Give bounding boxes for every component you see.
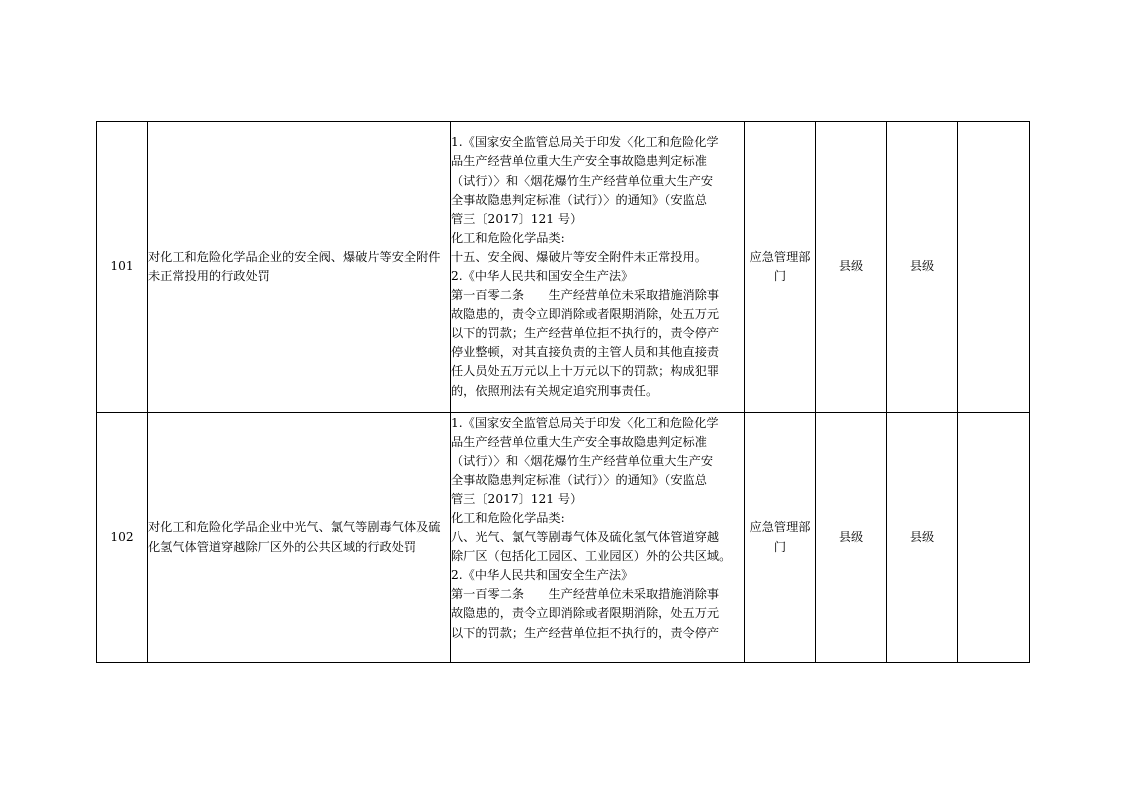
enforcement-level: 县级 — [887, 122, 958, 413]
enforcement-level: 县级 — [887, 413, 958, 663]
basis-line: 管三〔2017〕121 号） — [451, 211, 583, 226]
basis-line: 化工和危险化学品类: — [451, 510, 565, 525]
table-row — [97, 122, 1030, 413]
basis-line: 第一百零二条 生产经营单位未采取措施消除事 — [451, 587, 720, 602]
enforcement-level: 县级 — [816, 122, 887, 413]
remark — [958, 413, 1030, 663]
penalty-item: 对化工和危险化学品企业的安全阀、爆破片等安全附件未正常投用的行政处罚 — [148, 122, 451, 413]
basis-line: 品生产经营单位重大生产安全事故隐患判定标准 — [451, 434, 707, 449]
legal-basis — [451, 413, 745, 663]
basis-line: 2.《中华人民共和国安全生产法》 — [451, 269, 634, 283]
department: 应急管理部门 — [745, 413, 816, 663]
basis-line: 八、光气、氯气等剧毒气体及硫化氢气体管道穿越 — [451, 530, 720, 545]
legal-basis — [451, 122, 745, 413]
remark — [958, 122, 1030, 413]
enforcement-level: 县级 — [816, 413, 887, 663]
basis-line: 管三〔2017〕121 号） — [451, 491, 583, 506]
penalty-table — [96, 121, 1030, 663]
table-row — [97, 413, 1030, 663]
basis-line: 故隐患的，责令立即消除或者限期消除，处五万元 — [451, 307, 720, 322]
basis-line: 故隐患的，责令立即消除或者限期消除，处五万元 — [451, 606, 720, 621]
basis-line: 全事故隐患判定标准（试行）〉的通知》（安监总 — [451, 472, 707, 487]
basis-line: 化工和危险化学品类: — [451, 230, 565, 245]
basis-line: 1.《国家安全监管总局关于印发〈化工和危险化学 — [451, 415, 719, 430]
basis-line: 任人员处五万元以上十万元以下的罚款；构成犯罪 — [451, 364, 720, 379]
penalty-item: 对化工和危险化学品企业中光气、氯气等剧毒气体及硫化氢气体管道穿越除厂区外的公共区域的行政处罚 — [148, 413, 451, 663]
basis-line: 1.《国家安全监管总局关于印发〈化工和危险化学 — [451, 135, 719, 150]
basis-line: 品生产经营单位重大生产安全事故隐患判定标准 — [451, 154, 707, 169]
row-number: 101 — [97, 122, 148, 413]
basis-line: 停业整顿，对其直接负责的主管人员和其他直接责 — [451, 345, 720, 360]
basis-line: 除厂区（包括化工园区、工业园区）外的公共区域。 — [451, 549, 732, 564]
department: 应急管理部门 — [745, 122, 816, 413]
basis-line: 的，依照刑法有关规定追究刑事责任。 — [451, 383, 659, 398]
row-number: 102 — [97, 413, 148, 663]
basis-line: 2.《中华人民共和国安全生产法》 — [451, 568, 634, 583]
basis-line: 十五、安全阀、爆破片等安全附件未正常投用。 — [451, 249, 707, 264]
basis-line: （试行）〉和〈烟花爆竹生产经营单位重大生产安 — [451, 453, 714, 468]
basis-line: 全事故隐患判定标准（试行）〉的通知》（安监总 — [451, 192, 707, 207]
basis-line: 以下的罚款；生产经营单位拒不执行的，责令停产 — [451, 326, 720, 341]
basis-line: 第一百零二条 生产经营单位未采取措施消除事 — [451, 288, 720, 303]
basis-line: （试行）〉和〈烟花爆竹生产经营单位重大生产安 — [451, 173, 714, 188]
basis-line: 以下的罚款；生产经营单位拒不执行的，责令停产 — [451, 625, 720, 640]
